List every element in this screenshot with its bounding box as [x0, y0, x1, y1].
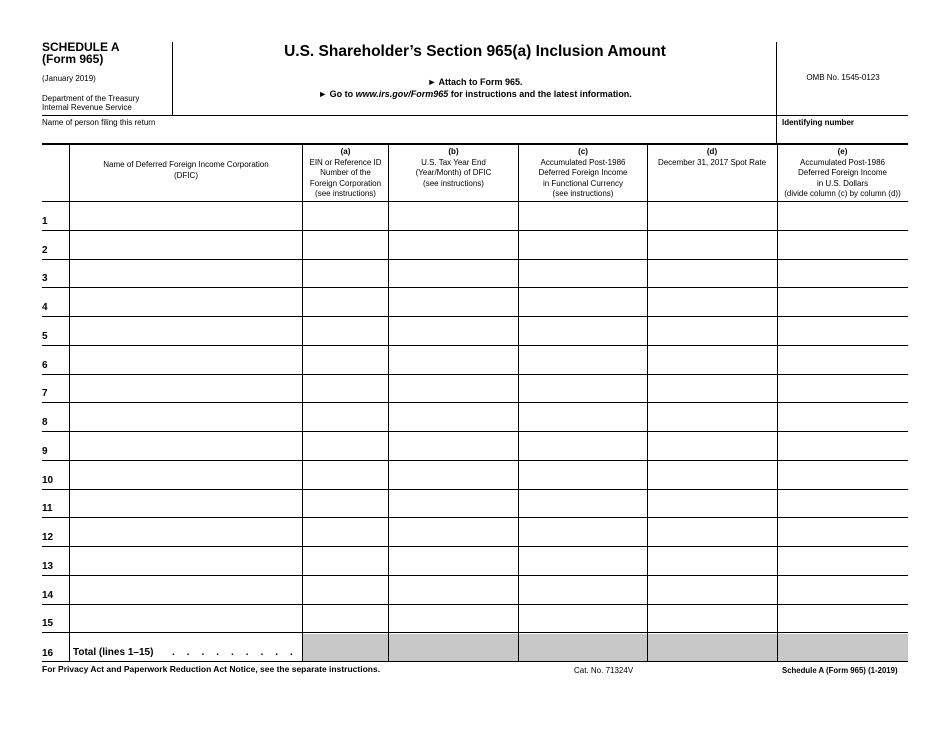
row-number: 8 — [42, 417, 48, 428]
row-number: 10 — [42, 474, 54, 486]
spot-rate-input[interactable] — [649, 577, 775, 602]
total-input-e[interactable] — [778, 635, 907, 661]
column-b-line: (Year/Month) of DFIC — [415, 168, 492, 177]
header-divider-right — [776, 42, 777, 144]
usd-amount-input[interactable] — [779, 289, 905, 314]
usd-amount-input[interactable] — [779, 433, 905, 458]
column-rule — [302, 144, 303, 661]
tax-year-end-input[interactable] — [390, 318, 516, 343]
privacy-notice: For Privacy Act and Paperwork Reduction Act Notice, see the separate instructions. — [42, 664, 381, 674]
column-c-line: Accumulated Post-1986 — [540, 157, 626, 167]
row-number: 15 — [42, 618, 54, 630]
total-row-number: 16 — [42, 648, 54, 659]
column-b-line: U.S. Tax Year End — [421, 157, 486, 167]
column-e-line: (divide column (c) by column (d)) — [784, 189, 901, 198]
functional-currency-input[interactable] — [520, 203, 645, 228]
tax-year-end-input[interactable] — [390, 577, 516, 602]
column-header-dfic-name — [70, 160, 302, 181]
ein-input[interactable] — [304, 462, 386, 487]
row-number: 9 — [42, 445, 48, 457]
usd-amount-input[interactable] — [779, 347, 905, 372]
row-number: 11 — [42, 503, 53, 515]
ein-input[interactable] — [304, 376, 386, 401]
column-a-line: (see instructions) — [315, 189, 376, 198]
functional-currency-input[interactable] — [520, 462, 645, 487]
dfic-header-line-1: Name of Deferred Foreign Income Corporation — [103, 160, 269, 169]
dfic-name-input[interactable] — [71, 232, 300, 257]
spot-rate-input[interactable] — [649, 433, 775, 458]
spot-rate-input[interactable] — [649, 318, 775, 343]
tax-year-end-input[interactable] — [390, 289, 516, 314]
tax-year-end-input[interactable] — [390, 491, 516, 516]
functional-currency-input[interactable] — [520, 577, 645, 602]
ein-input[interactable] — [304, 347, 386, 372]
column-c-line: in Functional Currency — [542, 178, 624, 188]
dfic-name-input[interactable] — [71, 261, 300, 286]
functional-currency-input[interactable] — [520, 232, 645, 257]
form-reference: (Form 965) — [42, 52, 104, 66]
ein-input[interactable] — [304, 318, 386, 343]
column-rule — [388, 144, 389, 661]
column-a-letter: (a) — [340, 147, 351, 156]
functional-currency-input[interactable] — [520, 318, 645, 343]
ein-input[interactable] — [304, 433, 386, 458]
dfic-name-input[interactable] — [71, 404, 300, 429]
goto-instruction — [174, 89, 776, 99]
form-title: U.S. Shareholder’s Section 965(a) Inclusion Amount — [284, 43, 666, 60]
department-line-1: Department of the Treasury — [42, 94, 140, 103]
column-header-b — [389, 147, 518, 189]
functional-currency-input[interactable] — [520, 519, 645, 544]
column-rule — [647, 144, 648, 661]
row-number: 4 — [42, 302, 48, 313]
column-a-line: Foreign Corporation — [309, 178, 382, 188]
functional-currency-input[interactable] — [520, 606, 645, 631]
column-d-line: December 31, 2017 Spot Rate — [657, 157, 767, 167]
tax-year-end-input[interactable] — [390, 548, 516, 573]
identifying-number-label: Identifying number — [782, 118, 854, 127]
functional-currency-input[interactable] — [520, 376, 645, 401]
tax-year-end-input[interactable] — [390, 203, 516, 228]
dfic-name-input[interactable] — [71, 606, 300, 631]
column-d-letter: (d) — [706, 147, 718, 156]
column-c-line: (see instructions) — [552, 189, 614, 198]
row-rule — [42, 517, 908, 518]
row-number: 3 — [42, 273, 48, 285]
usd-amount-input[interactable] — [779, 606, 905, 631]
usd-amount-input[interactable] — [779, 404, 905, 429]
functional-currency-input[interactable] — [520, 433, 645, 458]
dfic-name-input[interactable] — [71, 289, 300, 314]
column-e-line: Accumulated Post-1986 — [800, 157, 885, 167]
identifying-number-input[interactable] — [780, 129, 906, 143]
column-c-line: Deferred Foreign Income — [538, 168, 628, 177]
row-number: 5 — [42, 330, 48, 342]
row-number: 2 — [42, 244, 48, 256]
form-identifier: Schedule A (Form 965) (1-2019) — [782, 666, 898, 675]
row-rule — [42, 287, 908, 288]
tax-year-end-input[interactable] — [390, 232, 516, 257]
row-rule — [42, 546, 908, 547]
spot-rate-input[interactable] — [649, 491, 775, 516]
dfic-name-input[interactable] — [71, 491, 300, 516]
tax-year-end-input[interactable] — [390, 433, 516, 458]
ein-input[interactable] — [304, 289, 386, 314]
row-number: 14 — [42, 589, 54, 601]
ein-input[interactable] — [304, 577, 386, 602]
goto-prefix: ► Go to — [318, 89, 356, 99]
column-e-line: Deferred Foreign Income — [798, 168, 887, 177]
tax-year-end-input[interactable] — [390, 462, 516, 487]
usd-amount-input[interactable] — [779, 491, 905, 516]
usd-amount-input[interactable] — [779, 519, 905, 544]
column-a-line: EIN or Reference ID — [309, 157, 382, 167]
functional-currency-input[interactable] — [520, 404, 645, 429]
dfic-header-line-2: (DFIC) — [174, 170, 198, 180]
row-rule — [42, 431, 908, 432]
column-header-a — [303, 147, 388, 200]
spot-rate-input[interactable] — [649, 376, 775, 401]
tax-year-end-input[interactable] — [390, 606, 516, 631]
tax-year-end-input[interactable] — [390, 404, 516, 429]
total-row-label: Total (lines 1–15) — [73, 647, 154, 658]
spot-rate-input[interactable] — [649, 347, 775, 372]
row-number: 12 — [42, 532, 54, 543]
dfic-name-input[interactable] — [71, 519, 300, 544]
ein-input[interactable] — [304, 519, 386, 544]
column-e-letter: (e) — [837, 147, 848, 156]
usd-amount-input[interactable] — [779, 203, 905, 228]
column-e-line: in U.S. Dollars — [816, 178, 869, 188]
dfic-name-input[interactable] — [71, 347, 300, 372]
dfic-name-input[interactable] — [71, 376, 300, 401]
ein-input[interactable] — [304, 548, 386, 573]
spot-rate-input[interactable] — [649, 261, 775, 286]
ein-input[interactable] — [304, 261, 386, 286]
usd-amount-input[interactable] — [779, 462, 905, 487]
spot-rate-input[interactable] — [649, 232, 775, 257]
ein-input[interactable] — [304, 606, 386, 631]
functional-currency-input[interactable] — [520, 548, 645, 573]
column-rule — [777, 144, 778, 661]
spot-rate-input[interactable] — [649, 606, 775, 631]
irs-link[interactable]: www.irs.gov/Form965 — [355, 89, 449, 99]
ein-input[interactable] — [304, 404, 386, 429]
dfic-name-input[interactable] — [71, 203, 300, 228]
name-input[interactable] — [42, 129, 772, 143]
spot-rate-input[interactable] — [649, 289, 775, 314]
tax-year-end-input[interactable] — [390, 519, 516, 544]
header-bottom-rule — [42, 115, 908, 116]
goto-suffix: for instructions and the latest information. — [448, 89, 632, 99]
dfic-name-input[interactable] — [71, 462, 300, 487]
row-number: 1 — [42, 215, 48, 227]
spot-rate-input[interactable] — [649, 548, 775, 573]
spot-rate-input[interactable] — [649, 519, 775, 544]
functional-currency-input[interactable] — [520, 289, 645, 314]
column-c-letter: (c) — [578, 147, 588, 156]
row-rule — [42, 632, 908, 633]
omb-number: OMB No. 1545-0123 — [806, 73, 880, 82]
tax-year-end-input[interactable] — [390, 347, 516, 372]
row-number: 7 — [42, 388, 48, 400]
ein-input[interactable] — [304, 491, 386, 516]
row-number: 6 — [42, 359, 48, 371]
functional-currency-input[interactable] — [520, 347, 645, 372]
catalog-number: Cat. No. 71324V — [574, 666, 634, 675]
spot-rate-input[interactable] — [649, 404, 775, 429]
functional-currency-input[interactable] — [520, 491, 645, 516]
functional-currency-input[interactable] — [520, 261, 645, 286]
schedule-name: SCHEDULE A — [42, 40, 120, 54]
dfic-name-input[interactable] — [71, 577, 300, 602]
column-b-letter: (b) — [448, 147, 459, 156]
column-header-c — [519, 147, 647, 200]
spot-rate-input[interactable] — [649, 203, 775, 228]
row-number: 13 — [42, 560, 54, 572]
tax-year-end-input[interactable] — [390, 261, 516, 286]
row-rule — [42, 316, 908, 317]
table-top-rule — [42, 143, 908, 145]
usd-amount-input[interactable] — [779, 261, 905, 286]
dfic-name-input[interactable] — [71, 433, 300, 458]
usd-amount-input[interactable] — [779, 232, 905, 257]
ein-input[interactable] — [304, 232, 386, 257]
header-divider-left — [172, 42, 173, 116]
column-header-d — [648, 147, 776, 168]
name-field-label: Name of person filing this return — [42, 118, 156, 127]
column-header-e — [777, 147, 908, 200]
spot-rate-input[interactable] — [649, 462, 775, 487]
row-rule — [42, 402, 908, 403]
column-rule — [518, 144, 519, 661]
usd-amount-input[interactable] — [779, 318, 905, 343]
department-line-2: Internal Revenue Service — [42, 103, 132, 112]
revision-date: (January 2019) — [42, 74, 96, 83]
tax-year-end-input[interactable] — [390, 376, 516, 401]
total-row-rule — [42, 661, 908, 662]
column-rule — [69, 144, 70, 661]
dfic-name-input[interactable] — [71, 318, 300, 343]
dfic-name-input[interactable] — [71, 548, 300, 573]
header-row-rule — [42, 201, 908, 202]
column-b-line: (see instructions) — [423, 178, 484, 188]
usd-amount-input[interactable] — [779, 577, 905, 602]
total-row-dots: . . . . . . . . . — [172, 647, 298, 658]
ein-input[interactable] — [304, 203, 386, 228]
column-a-line: Number of the — [320, 168, 371, 177]
attach-instruction: ► Attach to Form 965. — [427, 77, 523, 87]
usd-amount-input[interactable] — [779, 548, 905, 573]
usd-amount-input[interactable] — [779, 376, 905, 401]
